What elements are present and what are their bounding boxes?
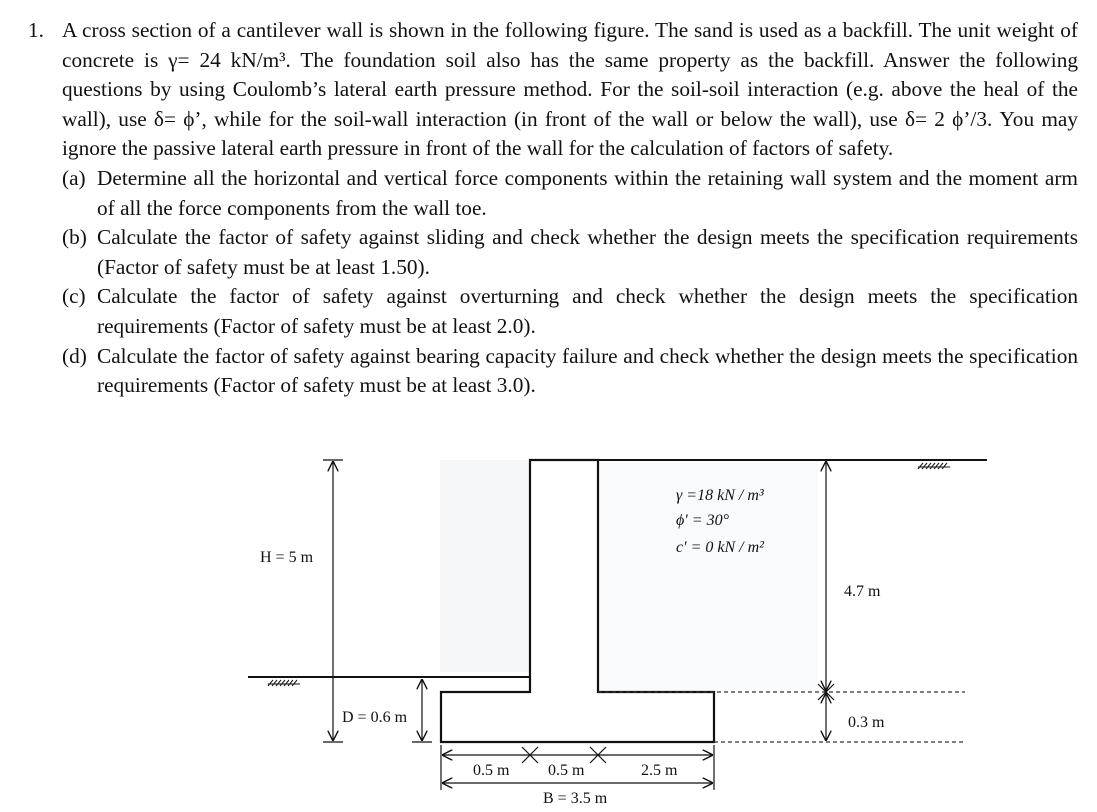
label-toe: 0.5 m bbox=[473, 762, 510, 779]
part-label: (d) bbox=[62, 343, 87, 368]
part-text: Calculate the factor of safety against overturning and check whether the design meets the specification requirements (Factor of safety must be at least 2.0). bbox=[97, 284, 1078, 338]
label-H: H = 5 m bbox=[260, 549, 314, 566]
question-intro: A cross section of a cantilever wall is shown in the following figure. The sand is used as a backfill. The unit weight of concrete is γ= 24 kN/m³. The foundation soil also has the same property as the backfill. Answer the following questions by using Coulomb’s lateral earth pressure method. For the soil-soil interaction (e.g. above the heal of the wall), use δ= ϕ’, while for the soil-wall interaction (in front of the wall or below the wall), use δ= 2 ϕ’/3. You may ignore the passive lateral earth pressure in front of the wall for the calculation of factors of safety. bbox=[62, 18, 1078, 161]
ground-hatch-icon bbox=[268, 680, 300, 686]
soil-gamma: γ =18 kN / m³ bbox=[676, 487, 764, 504]
label-base-thickness: 0.3 m bbox=[848, 714, 885, 731]
label-D: D = 0.6 m bbox=[342, 709, 408, 726]
part-text: Calculate the factor of safety against bearing capacity failure and check whether the design meets the specification requirements (Factor of safety must be at least 3.0). bbox=[97, 343, 1078, 398]
question-number: 1. bbox=[28, 18, 44, 42]
ground-hatch-icon bbox=[918, 463, 950, 469]
label-heel: 2.5 m bbox=[641, 762, 678, 779]
label-stem-height: 4.7 m bbox=[844, 583, 881, 600]
label-stem: 0.5 m bbox=[548, 762, 585, 779]
part-text: Determine all the horizontal and vertical force components within the retaining wall system and the moment arm of all the force components from the wall toe. bbox=[97, 165, 1078, 220]
part-label: (c) bbox=[62, 284, 86, 309]
part-label: (a) bbox=[62, 165, 86, 190]
part-text: Calculate the factor of safety against sliding and check whether the design meets the specification requirements (Factor of safety must be at least 1.50). bbox=[97, 225, 1078, 279]
part-label: (b) bbox=[62, 225, 87, 250]
soil-c: c′ = 0 kN / m² bbox=[676, 539, 764, 556]
soil-phi: ϕ′ = 30° bbox=[676, 512, 729, 529]
label-B: B = 3.5 m bbox=[543, 790, 608, 807]
backfill-shade bbox=[440, 460, 530, 672]
